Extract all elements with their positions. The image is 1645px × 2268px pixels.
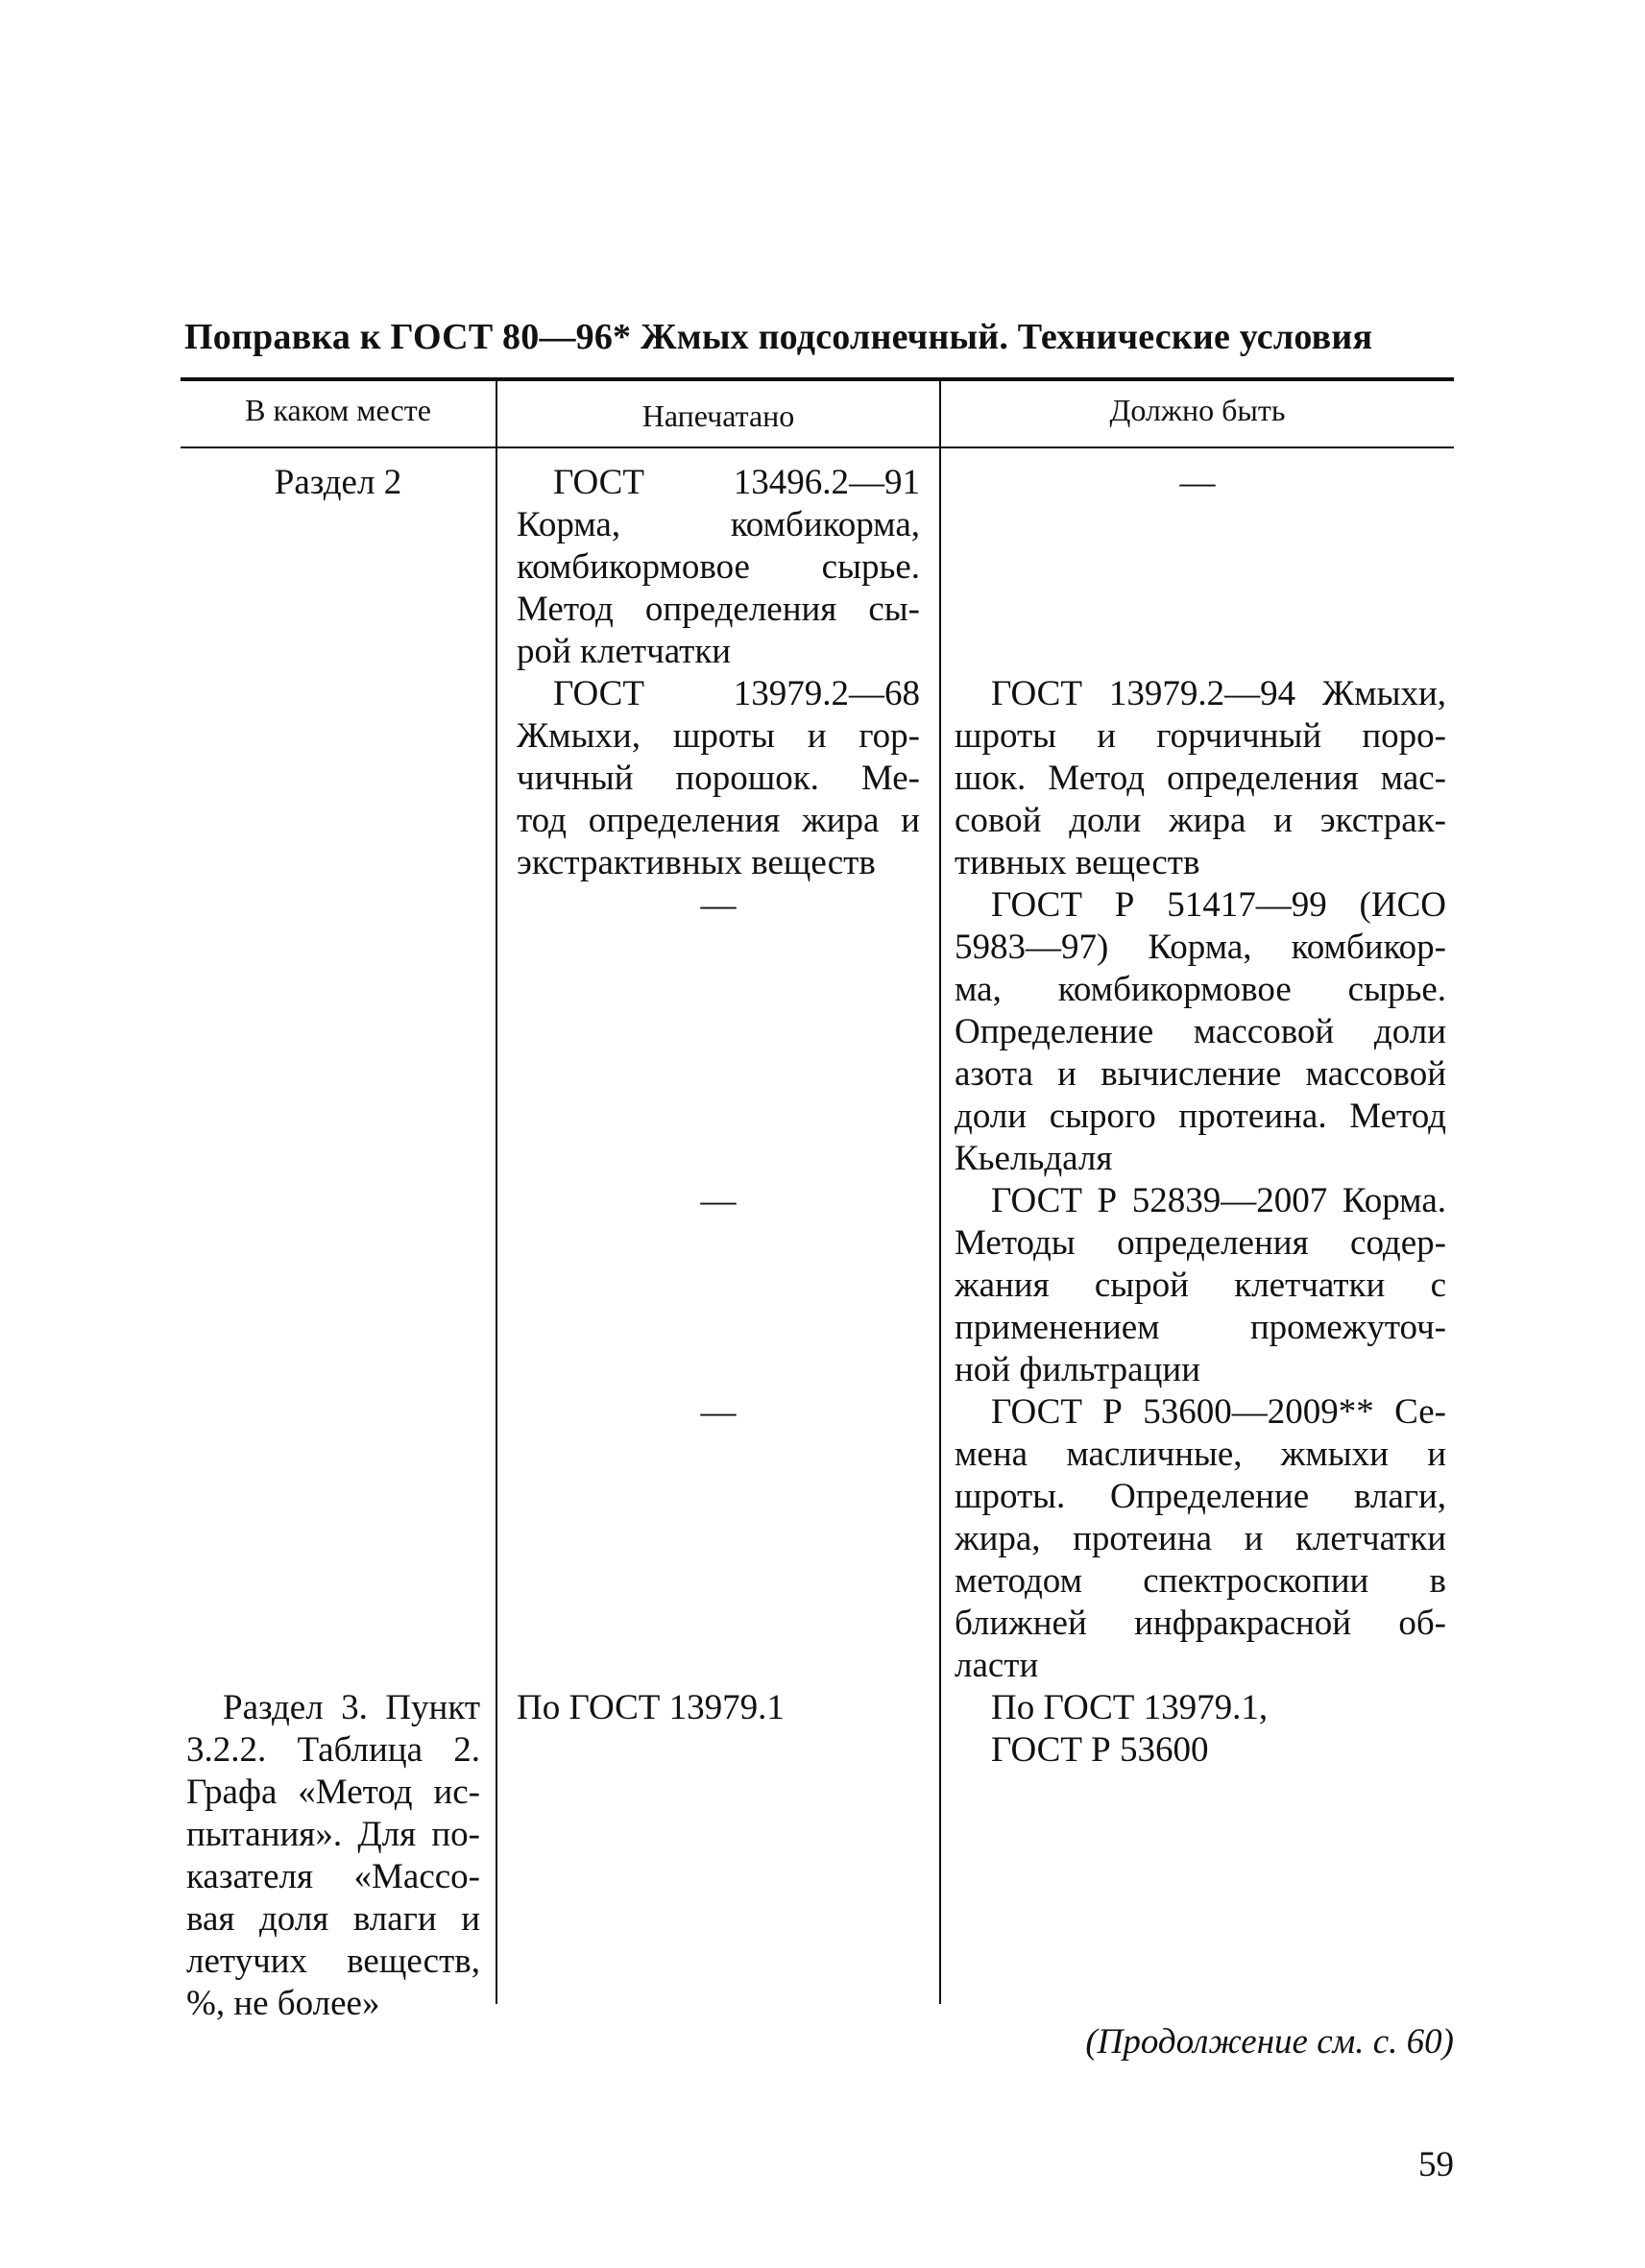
header-should-be: Должно быть [1109, 393, 1286, 427]
text-line: жира, протеина и клетчатки [955, 1519, 1446, 1558]
text-line: Кьельдаля [955, 1139, 1113, 1178]
row1-should-be: — [1179, 463, 1216, 502]
header-printed: Напечатано [641, 398, 795, 433]
text-line: летучих веществ, [186, 1942, 480, 1981]
text-line: комбикормовое сырье. [517, 547, 920, 587]
page-number: 59 [1418, 2145, 1454, 2184]
text-line: Метод определения сы- [517, 590, 920, 629]
text-line: жания сырой клетчатки с [955, 1266, 1446, 1305]
text-line: совой доли жира и экстрак- [955, 801, 1446, 840]
text-line: ГОСТ Р 53600 [991, 1730, 1209, 1770]
text-line: шок. Метод определения мас- [955, 759, 1446, 798]
text-line: шроты. Определение влаги, [955, 1477, 1446, 1516]
text-line: шроты и горчичный поро- [955, 716, 1446, 756]
text-line: рой клетчатки [517, 632, 732, 671]
text-line: ма, комбикормовое сырье. [955, 970, 1446, 1009]
text-line: ГОСТ 13979.2—68 [553, 674, 920, 713]
text-line: Методы определения содер- [955, 1223, 1446, 1263]
table-top-rule [181, 377, 1454, 381]
text-line: применением промежуточ- [955, 1308, 1446, 1347]
text-line: Жмыхи, шроты и гор- [517, 716, 920, 756]
row2-printed [517, 673, 920, 884]
text-line: ГОСТ Р 52839—2007 Корма. [991, 1181, 1446, 1220]
text-line: азота и вычисление массовой [955, 1054, 1446, 1094]
text-line: тод определения жира и [517, 801, 920, 840]
row5-printed: — [700, 1392, 737, 1432]
amendment-table [181, 377, 1454, 2023]
text-line: пытания». Для по- [186, 1815, 480, 1854]
text-line: ласти [955, 1646, 1039, 1685]
text-line: По ГОСТ 13979.1, [991, 1688, 1269, 1727]
row3-should-be [955, 884, 1446, 1180]
text-line: мена масличные, жмыхи и [955, 1435, 1446, 1474]
text-line: 5983—97) Корма, комбикор- [955, 928, 1446, 967]
text-line: 3.2.2. Таблица 2. [186, 1730, 480, 1770]
row3-printed: — [700, 885, 737, 925]
text-line: ГОСТ 13496.2—91 [553, 463, 920, 502]
continuation-note: (Продолжение см. с. 60) [1085, 2022, 1454, 2062]
page-title: Поправка к ГОСТ 80—96* Жмых подсолнечный. Технические условия [184, 317, 1373, 357]
text-line: экстрактивных веществ [517, 843, 876, 882]
row1-location: Раздел 2 [274, 463, 402, 502]
text-line: Корма, комбикорма, [517, 505, 920, 544]
text-line: методом спектроскопии в [955, 1561, 1446, 1601]
text-line: ГОСТ 13979.2—94 Жмыхи, [991, 674, 1446, 713]
text-line: доли сырого протеина. Метод [955, 1097, 1446, 1136]
row4-should-be [955, 1180, 1446, 1391]
text-line: тивных веществ [955, 843, 1200, 882]
column-divider-2 [939, 379, 941, 2004]
row6-should-be [955, 1687, 1446, 1772]
text-line: ближней инфракрасной об- [955, 1604, 1446, 1643]
text-line: Раздел 3. Пункт [223, 1688, 480, 1727]
text-line: ГОСТ Р 51417—99 (ИСО [991, 885, 1446, 925]
row6-printed: По ГОСТ 13979.1 [517, 1688, 785, 1727]
text-line: Определение массовой доли [955, 1012, 1446, 1051]
text-line: казателя «Массо- [186, 1857, 480, 1896]
text-line: %, не более» [186, 1984, 380, 2023]
text-line: ной фильтрации [955, 1350, 1201, 1389]
row4-printed: — [700, 1181, 737, 1220]
text-line: ГОСТ Р 53600—2009** Се- [991, 1392, 1446, 1432]
table-header-rule [181, 446, 1454, 448]
row5-should-be [955, 1391, 1446, 1687]
text-line: вая доля влаги и [186, 1899, 480, 1939]
row2-should-be [955, 673, 1446, 884]
header-location: В каком месте [245, 393, 431, 427]
row6-location [186, 1687, 480, 2025]
row1-printed [517, 462, 920, 673]
text-line: Графа «Метод ис- [186, 1773, 480, 1812]
text-line: чичный порошок. Ме- [517, 759, 920, 798]
